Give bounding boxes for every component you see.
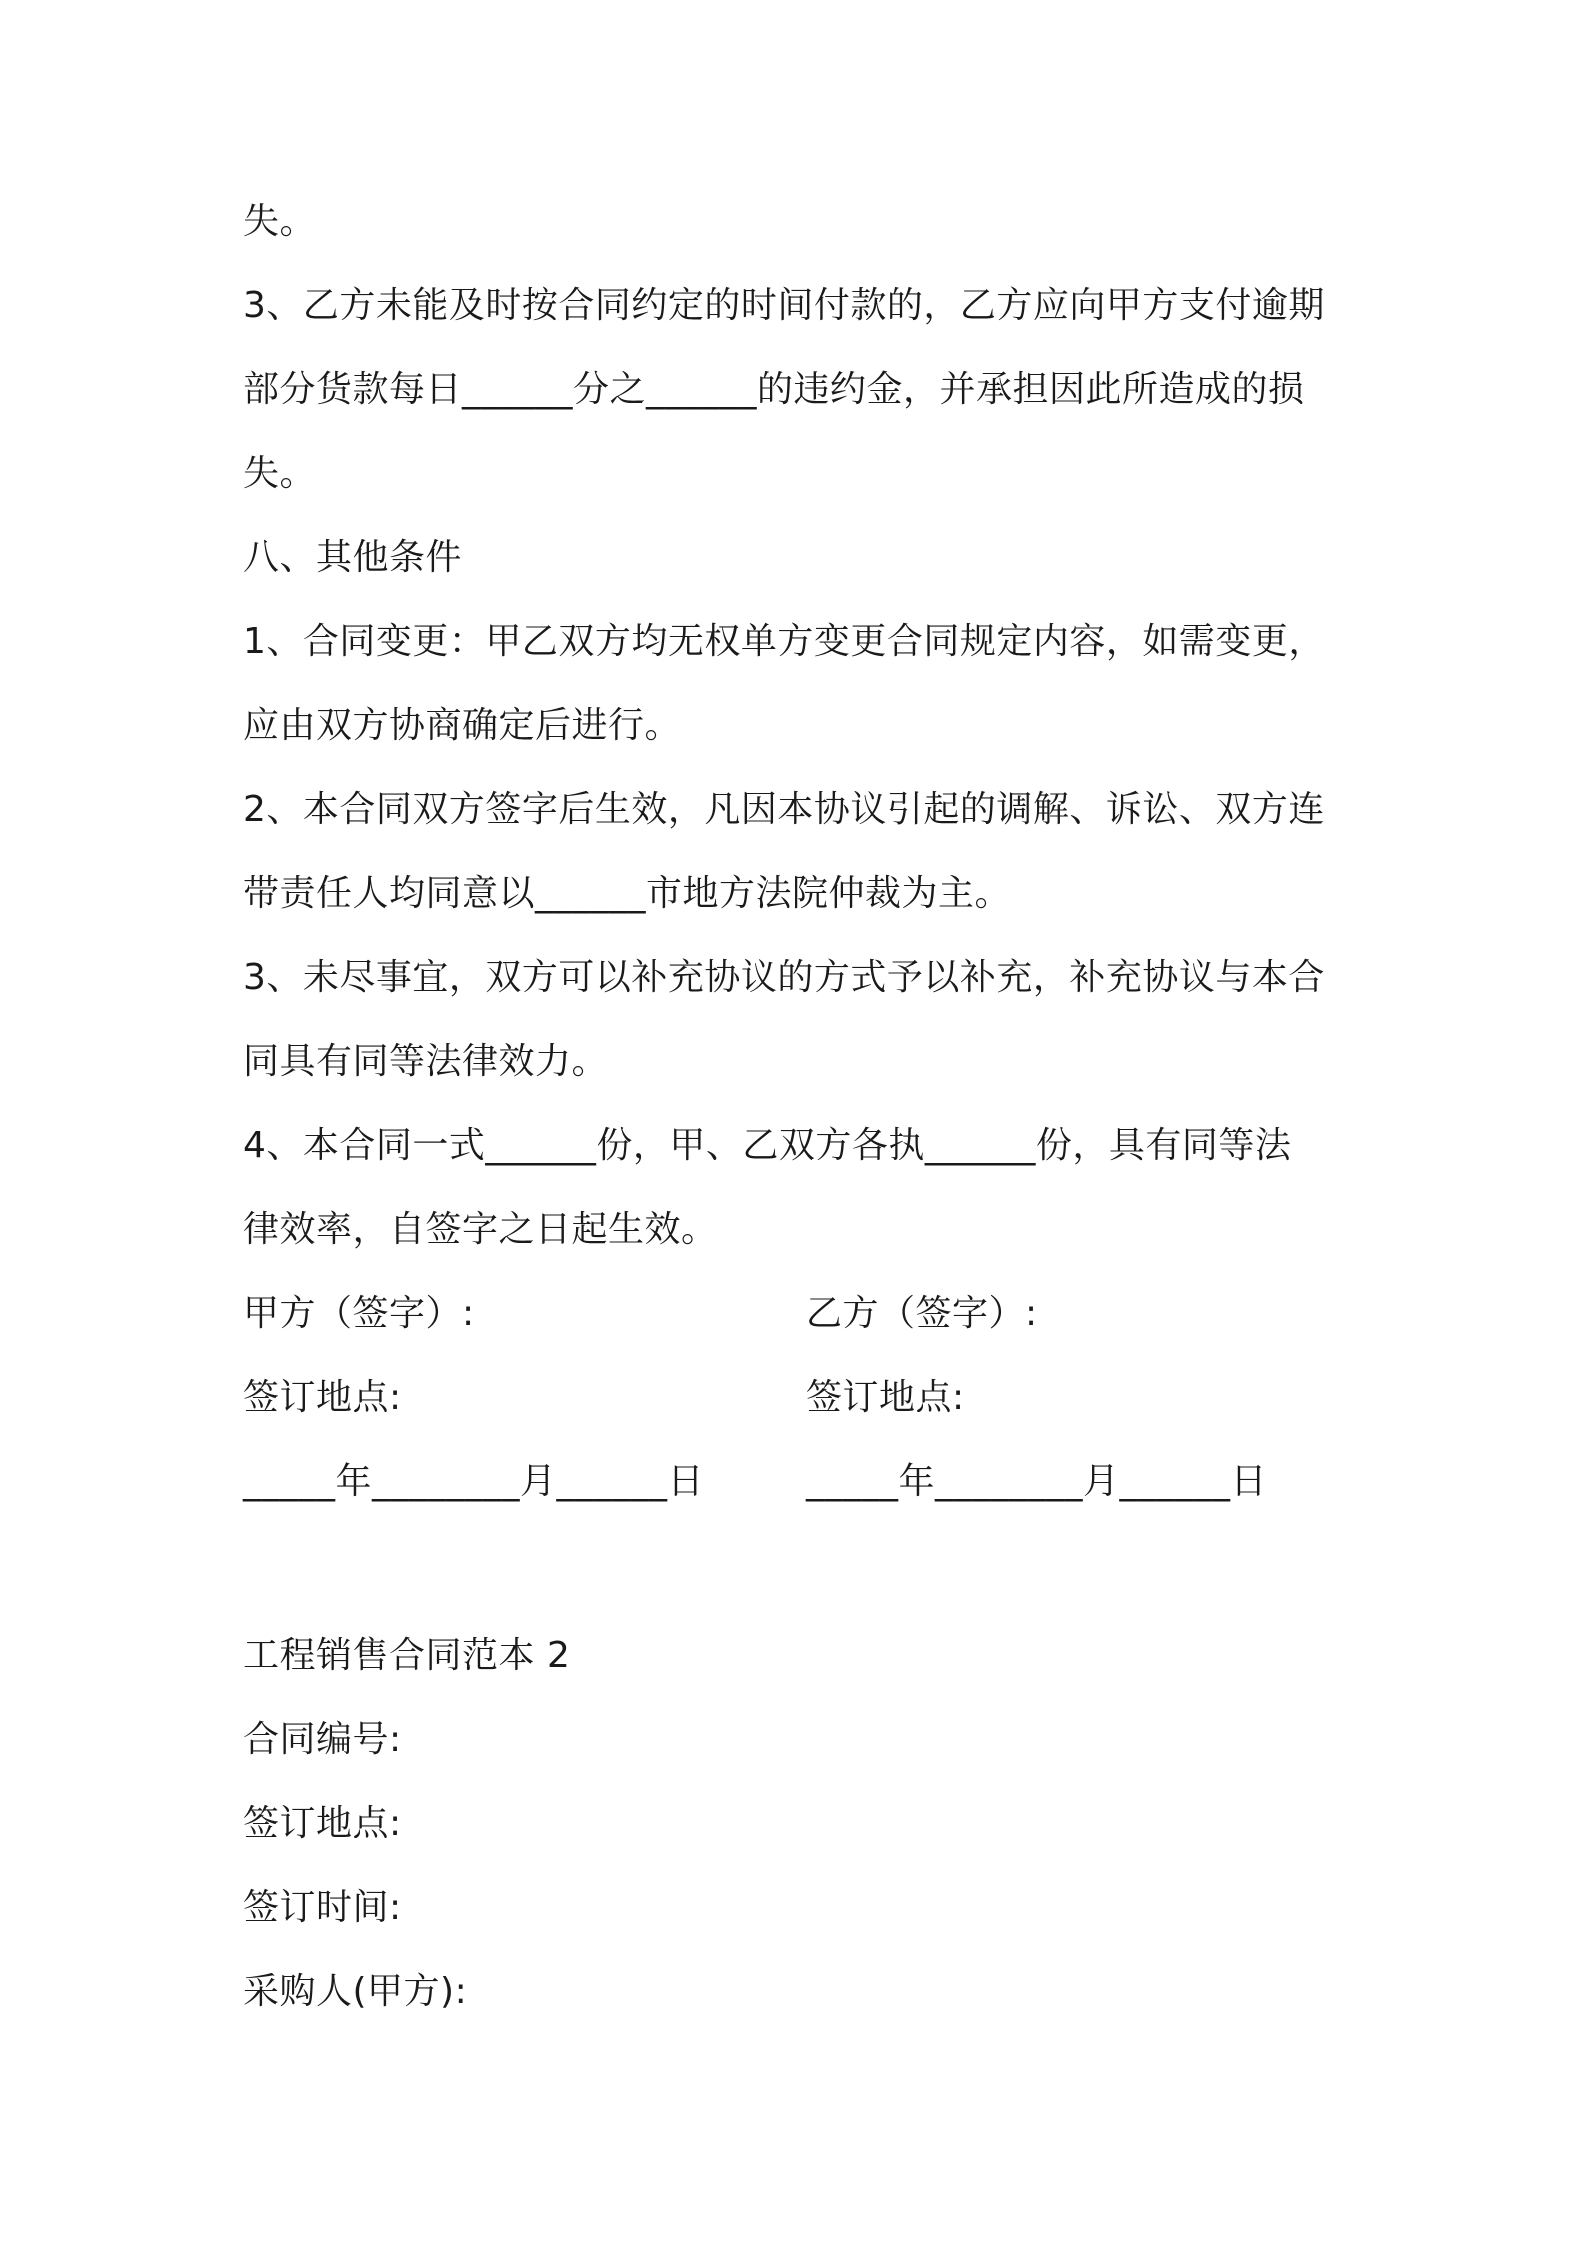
text-line: 失。 — [243, 453, 317, 494]
party-b-place-label: 签订地点: — [806, 1377, 965, 1418]
text-line: 2、本合同双方签字后生效，凡因本协议引起的调解、诉讼、双方连 — [243, 789, 1325, 830]
buyer-label: 采购人(甲方): — [243, 1971, 468, 2012]
text-line: 部分货款每日______分之______的违约金，并承担因此所造成的损 — [243, 369, 1305, 410]
text-line: 3、乙方未能及时按合同约定的时间付款的，乙方应向甲方支付逾期 — [243, 285, 1325, 326]
text-line: 3、未尽事宜，双方可以补充协议的方式予以补充，补充协议与本合 — [243, 957, 1325, 998]
section-heading: 八、其他条件 — [243, 537, 463, 578]
party-a-place-label: 签订地点: — [243, 1377, 402, 1418]
text-line: 1、合同变更：甲乙双方均无权单方变更合同规定内容，如需变更， — [243, 621, 1325, 662]
text-line: 应由双方协商确定后进行。 — [243, 705, 682, 746]
party-b-signature-label: 乙方（签字）: — [806, 1293, 1038, 1334]
party-b-date-field: _____年________月______日 — [806, 1461, 1267, 1502]
sign-time-label: 签订时间: — [243, 1887, 402, 1928]
party-a-date-field: _____年________月______日 — [243, 1461, 704, 1502]
contract-number-label: 合同编号: — [243, 1719, 402, 1760]
text-line: 失。 — [243, 201, 317, 242]
section-title: 工程销售合同范本 2 — [243, 1635, 571, 1676]
text-line: 律效率，自签字之日起生效。 — [243, 1209, 718, 1250]
party-a-signature-label: 甲方（签字）: — [243, 1293, 475, 1334]
text-line: 带责任人均同意以______市地方法院仲裁为主。 — [243, 873, 1012, 914]
text-line: 同具有同等法律效力。 — [243, 1041, 609, 1082]
sign-place-label: 签订地点: — [243, 1803, 402, 1844]
text-line: 4、本合同一式______份，甲、乙双方各执______份，具有同等法 — [243, 1125, 1292, 1166]
